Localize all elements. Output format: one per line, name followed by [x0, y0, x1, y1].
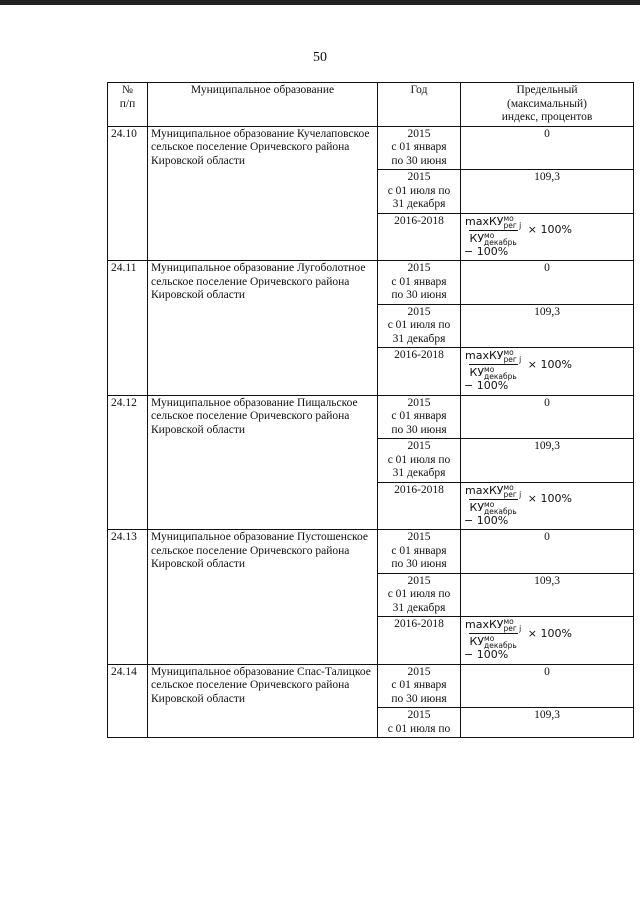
- municipality-name: Муниципальное образование Кучелаповское сельское поселение Оричевского района Кировской области: [148, 126, 378, 261]
- index-formula-cell: [461, 213, 634, 261]
- table-header-row: [108, 83, 634, 127]
- formula-denom-base: КУ: [469, 231, 485, 245]
- period-year: 2015 с 01 января по 30 июня: [378, 126, 461, 170]
- formula-numer-sup: мо: [503, 482, 514, 492]
- table-row: [108, 126, 634, 170]
- index-formula-cell: [461, 482, 634, 530]
- period-year: 2016-2018: [378, 213, 461, 261]
- index-value: 109,3: [461, 573, 634, 617]
- header-municipality: Муниципальное образование: [148, 83, 378, 127]
- index-formula: [464, 618, 572, 661]
- index-formula: [464, 215, 572, 258]
- formula-denom-base: КУ: [469, 366, 485, 379]
- formula-times: × 100%: [527, 357, 572, 371]
- municipality-name: Муниципальное образование Пустошенское сельское поселение Оричевского района Кировской области: [148, 530, 378, 665]
- index-value: 109,3: [461, 708, 634, 738]
- formula-denominator: [469, 230, 518, 246]
- period-year: 2015 с 01 января по 30 июня: [378, 530, 461, 574]
- index-value: 0: [461, 395, 634, 439]
- table-row: [108, 530, 634, 574]
- period-year: 2015 с 01 января по 30 июня: [378, 395, 461, 439]
- formula-denom-sub: декабрь: [484, 506, 517, 516]
- header-index: Предельный (максимальный) индекс, процентов: [461, 83, 634, 127]
- formula-fraction: [464, 618, 522, 649]
- formula-minus: − 100%: [464, 379, 509, 392]
- row-number: 24.12: [108, 395, 148, 530]
- formula-denominator: [469, 499, 518, 515]
- formula-times: × 100%: [527, 223, 572, 236]
- period-year: 2015 с 01 января по 30 июня: [378, 664, 461, 708]
- formula-denom-sub: декабрь: [484, 237, 517, 247]
- row-number: 24.10: [108, 126, 148, 261]
- index-formula: [464, 349, 572, 392]
- formula-denominator: [469, 633, 518, 649]
- index-value: 109,3: [461, 304, 634, 348]
- formula-numer-sub: рег j: [503, 624, 522, 633]
- formula-denom-sup: мо: [484, 365, 495, 374]
- header-year: Год: [378, 83, 461, 127]
- formula-times: × 100%: [527, 492, 572, 505]
- formula-denom-sup: мо: [484, 634, 495, 643]
- formula-denom-sub: декабрь: [484, 372, 517, 381]
- formula-minus: − 100%: [464, 648, 509, 661]
- index-formula: [464, 484, 572, 527]
- table-row: [108, 664, 634, 708]
- index-value: 0: [461, 261, 634, 305]
- period-year: 2015 с 01 января по 30 июня: [378, 261, 461, 305]
- formula-numerator: [464, 618, 522, 633]
- formula-denom-indices: [484, 232, 517, 246]
- formula-numer-sup: мо: [503, 617, 514, 626]
- period-year: 2016-2018: [378, 617, 461, 665]
- formula-numerator: [464, 484, 522, 499]
- formula-numerator: [464, 349, 522, 364]
- index-value: 109,3: [461, 170, 634, 214]
- period-year: 2016-2018: [378, 482, 461, 530]
- formula-denom-sub: декабрь: [484, 641, 517, 650]
- formula-denom-sup: мо: [484, 499, 495, 509]
- index-value: 0: [461, 126, 634, 170]
- header-number: № п/п: [108, 83, 148, 127]
- formula-times: × 100%: [527, 626, 572, 640]
- formula-denom-indices: [484, 366, 517, 380]
- page-number: 50: [313, 50, 327, 65]
- formula-minus: − 100%: [464, 513, 509, 527]
- formula-numer-indices: [503, 618, 521, 632]
- period-year: 2015 с 01 июля по 31 декабря: [378, 439, 461, 483]
- formula-fraction: [464, 215, 522, 246]
- formula-numer-indices: [503, 215, 521, 229]
- period-year: 2015 с 01 июля по: [378, 708, 461, 738]
- period-year: 2015 с 01 июля по 31 декабря: [378, 304, 461, 348]
- formula-denom-base: КУ: [469, 635, 485, 648]
- table-row: [108, 395, 634, 439]
- top-scan-border: [0, 0, 640, 5]
- formula-denominator: [469, 364, 518, 380]
- formula-denom-base: КУ: [469, 500, 485, 514]
- period-year: 2015 с 01 июля по 31 декабря: [378, 573, 461, 617]
- table-row: [108, 261, 634, 305]
- period-year: 2015 с 01 июля по 31 декабря: [378, 170, 461, 214]
- formula-minus: − 100%: [464, 244, 509, 258]
- municipality-name: Муниципальное образование Спас-Талицкое сельское поселение Оричевского района Кировской области: [148, 664, 378, 738]
- formula-fraction: [464, 484, 522, 515]
- index-value: 0: [461, 664, 634, 708]
- formula-numer-sup: мо: [503, 213, 514, 223]
- formula-numerator: [464, 215, 522, 230]
- index-formula-cell: [461, 348, 634, 396]
- index-formula-cell: [461, 617, 634, 665]
- formula-denom-sup: мо: [484, 230, 495, 240]
- table-body: [108, 126, 634, 738]
- row-number: 24.13: [108, 530, 148, 665]
- index-value: 0: [461, 530, 634, 574]
- formula-numer-sub: рег j: [503, 220, 522, 230]
- formula-numer-indices: [503, 349, 521, 363]
- municipality-name: Муниципальное образование Пищальское сельское поселение Оричевского района Кировской области: [148, 395, 378, 530]
- index-value: 109,3: [461, 439, 634, 483]
- formula-numer-prefix: maxКУ: [465, 214, 504, 228]
- municipality-name: Муниципальное образование Лугоболотное сельское поселение Оричевского района Кировской области: [148, 261, 378, 396]
- formula-numer-prefix: maxКУ: [465, 349, 504, 362]
- period-year: 2016-2018: [378, 348, 461, 396]
- formula-denom-indices: [484, 501, 517, 515]
- formula-numer-indices: [503, 484, 521, 498]
- row-number: 24.11: [108, 261, 148, 396]
- formula-numer-prefix: maxКУ: [465, 618, 504, 631]
- tariff-index-table: [107, 82, 634, 738]
- formula-numer-sub: рег j: [503, 489, 522, 499]
- row-number: 24.14: [108, 664, 148, 738]
- formula-numer-prefix: maxКУ: [465, 483, 504, 497]
- formula-numer-sup: мо: [503, 348, 514, 357]
- formula-denom-indices: [484, 635, 517, 649]
- formula-fraction: [464, 349, 522, 380]
- formula-numer-sub: рег j: [503, 355, 522, 364]
